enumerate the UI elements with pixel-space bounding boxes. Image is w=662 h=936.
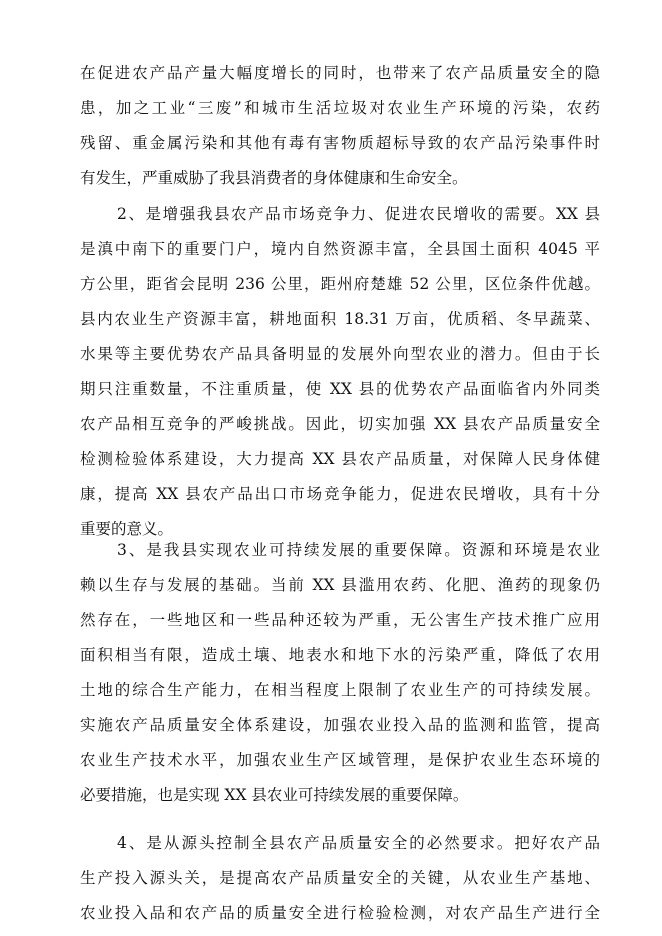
text-line: 必要措施，也是实现 XX 县农业可持续发展的重要保障。 [80, 786, 469, 804]
text-line: 农业投入品和农产品的质量安全进行检验检测，对农产品生产进行全 [80, 904, 600, 922]
text-line: 康，提高 XX 县农产品出口市场竞争能力，促进农民增收，具有十分 [80, 485, 600, 503]
text-line: 赖以生存与发展的基础。当前 XX 县滥用农药、化肥、渔药的现象仍 [80, 576, 600, 594]
text-line: 然存在，一些地区和一些品种还较为严重，无公害生产技术推广应用 [80, 611, 600, 629]
text-line: 3、是我县实现农业可持续发展的重要保障。资源和环境是农业 [117, 541, 600, 559]
text-line: 患，加之工业“三废”和城市生活垃圾对农业生产环境的污染，农药 [80, 99, 600, 117]
paragraph-4 [80, 826, 600, 931]
text-line: 重要的意义。 [80, 520, 174, 538]
text-line: 残留、重金属污染和其他有毒有害物质超标导致的农产品污染事件时 [80, 134, 600, 152]
text-line: 面积相当有限，造成土壤、地表水和地下水的污染严重，降低了农用 [80, 646, 600, 664]
text-line: 实施农产品质量安全体系建设，加强农业投入品的监测和监管，提高 [80, 716, 600, 734]
text-line: 农业生产技术水平，加强农业生产区域管理，是保护农业生态环境的 [80, 751, 600, 769]
text-line: 2、是增强我县农产品市场竞争力、促进农民增收的需要。XX 县 [117, 205, 600, 223]
text-line: 生产投入源头关，是提高农产品质量安全的关键，从农业生产基地、 [80, 869, 600, 887]
text-line: 土地的综合生产能力，在相当程度上限制了农业生产的可持续发展。 [80, 681, 600, 699]
text-line: 检测检验体系建设，大力提高 XX 县农产品质量，对保障人民身体健 [80, 450, 600, 468]
text-line: 4、是从源头控制全县农产品质量安全的必然要求。把好农产品 [117, 834, 600, 852]
paragraph-3 [80, 533, 600, 813]
text-line: 水果等主要优势农产品具备明显的发展外向型农业的潜力。但由于长 [80, 345, 600, 363]
paragraph-continuation [80, 56, 600, 196]
paragraph-2 [80, 197, 600, 547]
text-line: 有发生，严重威胁了我县消费者的身体健康和生命安全。 [80, 169, 468, 187]
text-line: 县内农业生产资源丰富，耕地面积 18.31 万亩，优质稻、冬早蔬菜、 [80, 310, 600, 328]
text-line: 是滇中南下的重要门户，境内自然资源丰富，全县国土面积 4045 平 [80, 240, 600, 258]
text-line: 农产品相互竞争的严峻挑战。因此，切实加强 XX 县农产品质量安全 [80, 415, 600, 433]
text-line: 方公里，距省会昆明 236 公里，距州府楚雄 52 公里，区位条件优越。 [80, 275, 600, 293]
text-line: 在促进农产品产量大幅度增长的同时，也带来了农产品质量安全的隐 [80, 64, 600, 82]
text-line: 期只注重数量，不注重质量，使 XX 县的优势农产品面临省内外同类 [80, 380, 600, 398]
